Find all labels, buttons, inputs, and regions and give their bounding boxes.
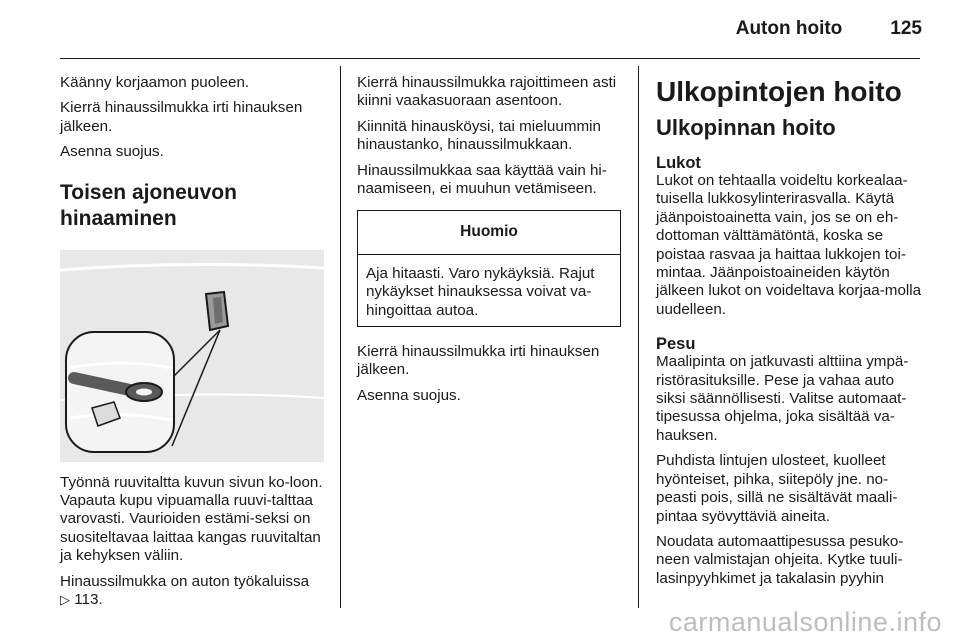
- paragraph: Kierrä hinaussilmukka rajoittimeen asti kiinni vaakasuoraan asentoon.: [357, 74, 617, 110]
- paragraph: Kierrä hinaussilmukka irti hinauksen jälkeen.: [60, 99, 303, 135]
- page-reference[interactable]: 113.: [74, 591, 103, 609]
- tow-eye-cover-illustration: [60, 250, 324, 462]
- paragraph: Noudata automaattipesussa pesuko-neen valmistajan ohjeita. Kytke tuuli-lasinpyyhkimet ja takalasin pyyhin: [656, 532, 904, 587]
- paragraph: Asenna suojus.: [60, 143, 164, 161]
- paragraph-text: Hinaussilmukka on auton työkaluissa: [60, 572, 310, 590]
- paragraph: [60, 573, 326, 610]
- cross-reference-arrow-icon: ▷: [60, 592, 70, 608]
- pesu-heading: Pesu: [656, 335, 696, 354]
- page-title: Auton hoito: [735, 18, 843, 39]
- column-divider-1: [340, 66, 341, 608]
- page-number: 125: [890, 18, 922, 39]
- sub-heading: Ulkopinnan hoito: [656, 115, 836, 140]
- bumper-line: [60, 264, 324, 270]
- callout-line: [172, 330, 220, 378]
- column-2: [357, 74, 625, 412]
- paragraph: Maalipinta on jatkuvasti alttiina ympä-ristörasituksille. Pese ja vahaa auto siksi säännöllisesti. Valitse automaat-tipesussa ohjelma, joka sisältää va-hauksen.: [656, 353, 909, 444]
- column-1: [60, 74, 326, 616]
- header-rule: [60, 58, 920, 59]
- page-header: [0, 18, 922, 48]
- paragraph: Puhdista lintujen ulosteet, kuolleet hyönteiset, pihka, siitepöly jne. no-peasti pois, sillä ne sisältävät maali-pintaa syövyttäviä aineita.: [656, 452, 898, 525]
- section-heading: Toisen ajoneuvon hinaaminen: [60, 180, 237, 230]
- paragraph: Asenna suojus.: [357, 386, 461, 404]
- watermark: carmanualsonline.info: [668, 607, 942, 637]
- paragraph: Työnnä ruuvitaltta kuvun sivun ko-loon. Vapauta kupu vipuamalla ruuvi-talttaa varovasti. Vaurioiden estämi-seksi on suositeltavaa laittaa kangas ruuvitaltan ja kehyksen väliin.: [60, 473, 323, 565]
- lukot-heading: Lukot: [656, 154, 701, 172]
- callout-line: [172, 330, 220, 446]
- paragraph: Kiinnitä hinausköysi, tai mieluummin hinaustanko, hinaussilmukkaan.: [357, 117, 601, 154]
- paragraph: Käänny korjaamon puoleen.: [60, 74, 250, 91]
- paragraph: Hinaussilmukkaa saa käyttää vain hi-naamiseen, ei muuhun vetämiseen.: [357, 161, 607, 198]
- notice-title: Huomio: [358, 211, 620, 254]
- column-divider-2: [638, 66, 639, 608]
- column-3: [656, 76, 924, 595]
- figure-illustration: [60, 250, 324, 462]
- tow-eye-hole: [136, 388, 152, 395]
- main-heading: Ulkopintojen hoito: [656, 76, 902, 107]
- notice-body: Aja hitaasti. Varo nykäyksiä. Rajut nykäykset hinauksessa voivat va-hingoittaa autoa.: [366, 264, 595, 319]
- notice-box: [357, 210, 621, 327]
- paragraph: Lukot on tehtaalla voideltu korkealaa-tuisella lukkosylinterirasvalla. Käytä jäänpoistoainetta vain, jos se on eh-dottoman välttämätöntä, koska se poistaa rasvaa ja haittaa lukkojen toi-mintaa. Jäänpoistoaineiden käytön jälkeen lukot on voideltava korjaa-molla uudelleen.: [656, 172, 922, 318]
- paragraph: Kierrä hinaussilmukka irti hinauksen jälkeen.: [357, 343, 600, 379]
